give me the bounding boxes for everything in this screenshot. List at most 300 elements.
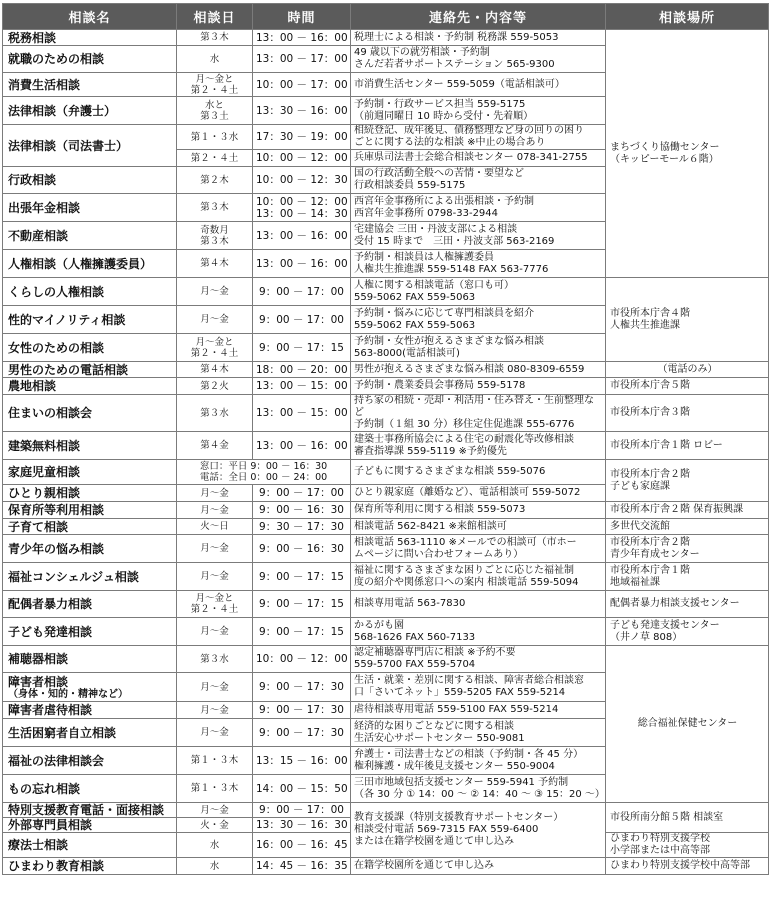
consultation-name bbox=[3, 278, 177, 306]
text-line: 第３木 bbox=[200, 202, 229, 213]
consultation-time bbox=[253, 673, 351, 702]
consultation-time bbox=[253, 747, 351, 775]
consultation-name-line: 福祉の法律相談会 bbox=[8, 753, 105, 768]
consultation-day bbox=[177, 30, 253, 46]
text-line: 月～金 bbox=[200, 571, 229, 582]
text-line: 9：00 － 17：00 bbox=[259, 285, 344, 298]
contact-details bbox=[351, 747, 606, 775]
table-row bbox=[3, 563, 769, 591]
contact-details bbox=[351, 362, 606, 378]
text-line: 月～金と bbox=[195, 593, 234, 604]
table-body bbox=[3, 30, 769, 875]
text-line: 第１・３木 bbox=[190, 755, 239, 766]
consultation-time bbox=[253, 167, 351, 194]
text-line: 13：00 － 15：00 bbox=[256, 407, 348, 419]
consultation-name bbox=[3, 775, 177, 803]
text-line: 第２火 bbox=[200, 380, 229, 392]
contact-details bbox=[351, 150, 606, 167]
text-line: 相談専用電話 563-7830 bbox=[354, 598, 466, 609]
consultation-name bbox=[3, 803, 177, 818]
text-line: 第１・３水 bbox=[190, 131, 239, 143]
text-line: 9：30 － 17：30 bbox=[259, 520, 344, 533]
consultation-time bbox=[253, 73, 351, 97]
text-line: 人権共生推進課 559-5148 FAX 563-7776 bbox=[354, 263, 549, 275]
text-line: 建築士事務所協会による住宅の耐震化等改修相談 bbox=[354, 433, 574, 445]
table-row bbox=[3, 30, 769, 46]
text-line: 563-8000(電話相談可) bbox=[354, 347, 460, 359]
consultation-name bbox=[3, 306, 177, 334]
consultation-location bbox=[606, 591, 769, 618]
consultation-day bbox=[177, 362, 253, 378]
consultation-name-line: ひとり親相談 bbox=[8, 486, 81, 500]
consultation-name-line: 建築無料相談 bbox=[8, 438, 81, 453]
text-line: 49 歳以下の就労相談・予約制 bbox=[354, 47, 490, 58]
consultation-day bbox=[177, 719, 253, 747]
text-line: または在籍学校園を通じて申し込み bbox=[354, 836, 514, 847]
contact-details bbox=[351, 306, 606, 334]
consultation-time bbox=[253, 278, 351, 306]
text-line: 小学部または中高等部 bbox=[610, 845, 710, 856]
header-time: 時間 bbox=[253, 4, 351, 30]
header-location: 相談場所 bbox=[606, 4, 769, 30]
consultation-location bbox=[606, 278, 769, 362]
consultation-day bbox=[177, 563, 253, 591]
text-line: 予約制・悩みに応じて専門相談員を紹介 bbox=[354, 307, 534, 319]
consultation-time bbox=[253, 97, 351, 125]
consultation-day bbox=[177, 73, 253, 97]
text-line: 月～金と bbox=[195, 73, 234, 85]
contact-details bbox=[351, 502, 606, 519]
text-line: 9：00 － 17：00 bbox=[259, 313, 344, 326]
text-line: 9：00 － 17：15 bbox=[259, 341, 344, 354]
consultation-name-line: くらしの人権相談 bbox=[8, 284, 105, 299]
consultation-name-line: 外部専門員相談 bbox=[8, 818, 93, 832]
consultation-day bbox=[177, 591, 253, 618]
text-line: 三田市地域包括支援センター 559-5941 予約制 bbox=[354, 776, 569, 788]
text-line: 13：00 － 15：00 bbox=[256, 380, 348, 392]
consultation-name-line: 家庭児童相談 bbox=[8, 465, 81, 479]
header-consultation-day: 相談日 bbox=[177, 4, 253, 30]
text-line: 市役所南分館５階 相談室 bbox=[610, 811, 724, 823]
text-line: 総合福祉保健センター bbox=[637, 718, 738, 729]
consultation-name-line: （身体・知的・精神など） bbox=[8, 688, 128, 700]
text-line: 予約制・行政サービス担当 559-5175 bbox=[354, 98, 526, 110]
text-line: 市役所本庁舎２階 bbox=[610, 536, 690, 548]
text-line: 西宮年金事務所 0798-33-2944 bbox=[354, 207, 499, 219]
text-line: 国の行政活動全般への苦情・要望など bbox=[354, 168, 524, 179]
text-line: 17：30 － 19：00 bbox=[256, 131, 348, 143]
consultation-name-line: 生活困窮者自立相談 bbox=[8, 725, 117, 740]
text-line: まちづくり協働センター bbox=[610, 141, 720, 153]
consultation-table bbox=[2, 3, 769, 875]
consultation-day bbox=[177, 46, 253, 73]
contact-details bbox=[351, 673, 606, 702]
text-line: ムページに問い合わせフォームあり） bbox=[354, 548, 524, 560]
text-line: 月～金 bbox=[200, 704, 229, 716]
consultation-day bbox=[177, 334, 253, 362]
text-line: 568-1626 FAX 560-7133 bbox=[354, 631, 476, 643]
consultation-time bbox=[253, 334, 351, 362]
text-line: 予約制（１組 30 分）移住定住促進課 555-6776 bbox=[354, 419, 575, 430]
text-line: 子ども発達支援センター bbox=[610, 619, 720, 631]
text-line: 口「さいてネット」559-5205 FAX 559-5214 bbox=[354, 687, 566, 698]
consultation-name bbox=[3, 563, 177, 591]
consultation-time bbox=[253, 519, 351, 535]
consultation-name-line: 就職のための相談 bbox=[8, 52, 105, 66]
consultation-time bbox=[253, 591, 351, 618]
text-line: 福祉に関するさまざまな困りごとに応じた福祉制 bbox=[354, 564, 574, 576]
consultation-day bbox=[177, 250, 253, 278]
text-line: 10：00 － 12：00 bbox=[256, 152, 348, 164]
consultation-location bbox=[606, 646, 769, 803]
text-line: 13：00 － 14：30 bbox=[256, 207, 348, 220]
text-line: 水 bbox=[209, 839, 220, 851]
consultation-time bbox=[253, 306, 351, 334]
consultation-name bbox=[3, 97, 177, 125]
text-line: 10：00 － 12：30 bbox=[256, 174, 348, 186]
consultation-day bbox=[177, 858, 253, 875]
text-line: 第３水 bbox=[200, 653, 229, 665]
consultation-day bbox=[177, 775, 253, 803]
text-line: ひとり親家庭（離婚など）、電話相談可 559-5072 bbox=[354, 487, 581, 498]
text-line: 地域福祉課 bbox=[610, 576, 660, 588]
consultation-time bbox=[253, 833, 351, 858]
text-line: 559-5062 FAX 559-5063 bbox=[354, 319, 476, 331]
text-line: 水と bbox=[204, 99, 224, 111]
text-line: 13：30 － 16：00 bbox=[256, 104, 348, 117]
contact-details bbox=[351, 194, 606, 222]
table-row bbox=[3, 591, 769, 618]
text-line: 宅建協会 三田・丹波支部による相談 bbox=[354, 223, 518, 235]
consultation-name-line: 特別支援教育電話・面接相談 bbox=[8, 803, 165, 817]
text-line: 第４木 bbox=[200, 364, 229, 375]
text-line: 西宮年金事務所による出張相談・予約制 bbox=[354, 195, 534, 207]
contact-details bbox=[351, 535, 606, 563]
consultation-day bbox=[177, 833, 253, 858]
consultation-day bbox=[177, 306, 253, 334]
text-line: ひまわり特別支援学校 bbox=[610, 833, 710, 844]
text-line: 度の紹介や関係窓口への案内 相談電話 559-5094 bbox=[354, 576, 579, 588]
text-line: 予約制・相談員は人権擁護委員 bbox=[354, 251, 494, 263]
consultation-day bbox=[177, 378, 253, 395]
consultation-name-line: 人権相談（人権擁護委員） bbox=[8, 256, 153, 271]
text-line: 10：00 － 12：00 bbox=[256, 653, 348, 665]
consultation-name-line: 福祉コンシェルジュ相談 bbox=[8, 569, 139, 584]
text-line: さんだ若者サポートステーション 565-9300 bbox=[354, 59, 555, 70]
consultation-day bbox=[177, 618, 253, 646]
consultation-day bbox=[177, 222, 253, 250]
consultation-location bbox=[606, 833, 769, 858]
text-line: 第２木 bbox=[200, 174, 229, 186]
consultation-time bbox=[253, 858, 351, 875]
text-line: 559-5700 FAX 559-5704 bbox=[354, 659, 476, 670]
consultation-name bbox=[3, 719, 177, 747]
text-line: 配偶者暴力相談支援センター bbox=[610, 598, 740, 609]
table-row bbox=[3, 432, 769, 460]
text-line: 13：00 － 16：00 bbox=[256, 257, 348, 270]
consultation-name bbox=[3, 362, 177, 378]
contact-details bbox=[351, 646, 606, 673]
contact-details bbox=[351, 591, 606, 618]
text-line: 多世代交流館 bbox=[610, 520, 670, 532]
consultation-location bbox=[606, 502, 769, 519]
consultation-name-line: 子ども発達相談 bbox=[8, 624, 93, 639]
table-row bbox=[3, 858, 769, 875]
text-line: 14：45 － 16：35 bbox=[256, 860, 348, 872]
consultation-location bbox=[606, 460, 769, 502]
text-line: （前週同曜日 10 時から受付・先着順） bbox=[354, 110, 534, 122]
table-row bbox=[3, 803, 769, 818]
consultation-name-line: 性的マイノリティ相談 bbox=[8, 312, 126, 327]
text-line: 在籍学校園所を通じて申し込み bbox=[354, 860, 494, 871]
consultation-location bbox=[606, 432, 769, 460]
consultation-day bbox=[177, 167, 253, 194]
consultation-name-line: 障害者虐待相談 bbox=[8, 703, 93, 717]
consultation-name-line: 行政相談 bbox=[8, 173, 57, 187]
table-row bbox=[3, 646, 769, 673]
text-line: 人権に関する相談電話（窓口も可） bbox=[354, 279, 514, 291]
text-line: 月～金 bbox=[200, 804, 229, 816]
text-line: 水 bbox=[209, 860, 220, 872]
text-line: 市役所本庁舎４階 bbox=[610, 307, 690, 319]
consultation-location bbox=[606, 563, 769, 591]
text-line: 市消費生活センター 559-5059（電話相談可） bbox=[354, 78, 565, 90]
consultation-day bbox=[177, 150, 253, 167]
text-line: 9：00 － 17：00 bbox=[259, 487, 344, 499]
text-line: （井ノ草 808） bbox=[610, 631, 683, 643]
contact-details bbox=[351, 719, 606, 747]
text-line: 子どもに関するさまざまな相談 559-5076 bbox=[354, 466, 546, 477]
text-line: 9：00 － 16：30 bbox=[259, 504, 344, 516]
consultation-location bbox=[606, 618, 769, 646]
text-line: 権利擁護・成年後見支援センター 550-9004 bbox=[354, 760, 555, 772]
contact-details bbox=[351, 432, 606, 460]
consultation-name bbox=[3, 125, 177, 167]
text-line: 相談電話 563-1110 ※メールでの相談可（市ホー bbox=[354, 536, 577, 548]
table-row bbox=[3, 395, 769, 432]
text-line: 市役所本庁舎２階 保育振興課 bbox=[610, 504, 744, 515]
text-line: （キッピーモール６階） bbox=[610, 153, 719, 165]
consultation-name bbox=[3, 618, 177, 646]
header-contact-details: 連絡先・内容等 bbox=[351, 4, 606, 30]
consultation-name-line: 男性のための電話相談 bbox=[8, 362, 129, 377]
consultation-time bbox=[253, 125, 351, 150]
consultation-name-line: 障害者相談 bbox=[8, 674, 69, 689]
text-line: 9：00 － 17：15 bbox=[259, 625, 344, 638]
text-line: 青少年育成センター bbox=[610, 548, 700, 560]
table-row bbox=[3, 519, 769, 535]
contact-details bbox=[351, 167, 606, 194]
text-line: 13：00 － 16：00 bbox=[256, 31, 348, 44]
consultation-name-line: 法律相談（弁護士） bbox=[8, 103, 117, 118]
consultation-location bbox=[606, 535, 769, 563]
contact-details bbox=[351, 519, 606, 535]
text-line: 9：00 － 17：30 bbox=[259, 681, 344, 693]
table-row bbox=[3, 535, 769, 563]
consultation-time bbox=[253, 250, 351, 278]
consultation-time bbox=[253, 395, 351, 432]
contact-details bbox=[351, 618, 606, 646]
text-line: 電話：全日 0：00 － 24：00 bbox=[199, 472, 328, 483]
text-line: 9：00 － 17：15 bbox=[259, 598, 344, 610]
text-line: 男性が抱えるさまざまな悩み相談 080-8309-6559 bbox=[354, 363, 585, 375]
text-line: 第３水 bbox=[200, 407, 229, 419]
text-line: 保育所等利用に関する相談 559-5073 bbox=[354, 504, 526, 515]
consultation-time bbox=[253, 803, 351, 818]
consultation-name-line: 住まいの相談会 bbox=[8, 406, 93, 420]
text-line: 経済的な困りごとなどに関する相談 bbox=[354, 720, 514, 732]
consultation-name bbox=[3, 432, 177, 460]
consultation-name bbox=[3, 747, 177, 775]
text-line: 第１・３木 bbox=[190, 783, 239, 794]
consultation-name-line: 療法士相談 bbox=[8, 838, 69, 852]
text-line: 14：00 － 15：50 bbox=[256, 782, 348, 795]
consultation-name-line: 子育て相談 bbox=[8, 519, 69, 534]
consultation-name-line: 配偶者暴力相談 bbox=[8, 597, 93, 611]
text-line: 13：00 － 17：00 bbox=[256, 53, 348, 65]
text-line: 審査指導課 559-5119 ※予約優先 bbox=[354, 445, 507, 457]
text-line: 人権共生推進課 bbox=[610, 319, 680, 331]
contact-details bbox=[351, 222, 606, 250]
consultation-name-line: 不動産相談 bbox=[8, 228, 69, 243]
table-row bbox=[3, 502, 769, 519]
text-line: 第２・４土 bbox=[190, 604, 239, 615]
text-line: 第４金 bbox=[200, 440, 229, 451]
consultation-name-line: ひまわり教育相談 bbox=[8, 859, 105, 873]
consultation-name bbox=[3, 858, 177, 875]
table-row bbox=[3, 460, 769, 485]
table-header-row bbox=[3, 4, 769, 30]
consultation-time bbox=[253, 150, 351, 167]
contact-education-support bbox=[351, 803, 606, 858]
contact-details bbox=[351, 378, 606, 395]
text-line: 税理士による相談・予約制 税務課 559-5053 bbox=[354, 31, 559, 43]
consultation-name-line: 女性のための相談 bbox=[8, 340, 105, 355]
consultation-name bbox=[3, 46, 177, 73]
consultation-name bbox=[3, 167, 177, 194]
consultation-day bbox=[177, 395, 253, 432]
consultation-location bbox=[606, 803, 769, 833]
consultation-name bbox=[3, 502, 177, 519]
text-line: 月～金と bbox=[195, 336, 234, 348]
contact-details bbox=[351, 125, 606, 150]
text-line: 9：00 － 16：30 bbox=[259, 542, 344, 555]
text-line: 持ち家の相続・売却・利活用・住み替え・生前整理など bbox=[354, 395, 594, 418]
contact-details bbox=[351, 858, 606, 875]
consultation-name bbox=[3, 395, 177, 432]
text-line: 第３土 bbox=[200, 110, 229, 122]
text-line: （電話のみ） bbox=[657, 363, 718, 375]
contact-details bbox=[351, 563, 606, 591]
consultation-day bbox=[177, 803, 253, 818]
contact-details bbox=[351, 30, 606, 46]
consultation-day bbox=[177, 485, 253, 502]
consultation-time bbox=[253, 618, 351, 646]
consultation-name-line: 出張年金相談 bbox=[8, 200, 81, 215]
table-row bbox=[3, 378, 769, 395]
consultation-day bbox=[177, 519, 253, 535]
text-line: 13：00 － 16：00 bbox=[256, 229, 348, 242]
text-line: 月～金 bbox=[200, 626, 229, 637]
text-line: 子ども家庭課 bbox=[610, 480, 670, 492]
text-line: 相談電話 562-8421 ※来館相談可 bbox=[354, 520, 507, 532]
consultation-time bbox=[253, 646, 351, 673]
consultation-time bbox=[253, 194, 351, 222]
text-line: 受付 15 時まで 三田・丹波支部 563-2169 bbox=[354, 235, 555, 247]
text-line: 火・金 bbox=[200, 819, 229, 831]
consultation-time bbox=[253, 563, 351, 591]
consultation-location bbox=[606, 395, 769, 432]
consultation-name bbox=[3, 334, 177, 362]
consultation-name bbox=[3, 673, 177, 702]
contact-details bbox=[351, 97, 606, 125]
consultation-name bbox=[3, 194, 177, 222]
text-line: 市役所本庁舎１階 bbox=[610, 564, 690, 576]
consultation-day bbox=[177, 97, 253, 125]
text-line: 13：30 － 16：30 bbox=[256, 819, 348, 831]
contact-details bbox=[351, 775, 606, 803]
consultation-day bbox=[177, 125, 253, 150]
text-line: 18：00 － 20：00 bbox=[256, 363, 348, 376]
consultation-name-line: 補聴器相談 bbox=[8, 652, 69, 666]
consultation-day bbox=[177, 535, 253, 563]
consultation-name-line: 税務相談 bbox=[8, 30, 57, 45]
consultation-name-line: 消費生活相談 bbox=[8, 77, 81, 92]
consultation-time bbox=[253, 222, 351, 250]
text-line: 9：00 － 17：30 bbox=[259, 726, 344, 739]
consultation-time bbox=[253, 702, 351, 719]
contact-details bbox=[351, 46, 606, 73]
text-line: 兵庫県司法書士会総合相談センター 078-341-2755 bbox=[354, 152, 588, 163]
consultation-day bbox=[177, 460, 351, 485]
contact-details bbox=[351, 250, 606, 278]
consultation-name bbox=[3, 833, 177, 858]
consultation-name bbox=[3, 535, 177, 563]
table-row bbox=[3, 618, 769, 646]
text-line: 9：00 － 17：30 bbox=[259, 704, 344, 716]
consultation-day bbox=[177, 194, 253, 222]
text-line: 月～金 bbox=[200, 543, 229, 554]
consultation-name bbox=[3, 519, 177, 535]
consultation-location bbox=[606, 30, 769, 278]
consultation-name bbox=[3, 485, 177, 502]
text-line: 相談受付電話 569-7315 FAX 559-6400 bbox=[354, 824, 539, 835]
consultation-name bbox=[3, 460, 177, 485]
consultation-location bbox=[606, 858, 769, 875]
contact-details bbox=[351, 395, 606, 432]
text-line: 予約制・農業委員会事務局 559-5178 bbox=[354, 380, 526, 391]
consultation-time bbox=[253, 378, 351, 395]
text-line: 火～日 bbox=[200, 521, 229, 532]
consultation-time bbox=[253, 502, 351, 519]
consultation-name bbox=[3, 818, 177, 833]
text-line: 奇数月 bbox=[200, 224, 229, 236]
consultation-name bbox=[3, 250, 177, 278]
consultation-location bbox=[606, 362, 769, 378]
consultation-day bbox=[177, 502, 253, 519]
text-line: 行政相談委員 559-5175 bbox=[354, 180, 466, 191]
consultation-time bbox=[253, 46, 351, 73]
text-line: 9：00 － 17：00 bbox=[259, 804, 344, 816]
text-line: 559-5062 FAX 559-5063 bbox=[354, 291, 476, 303]
table-row bbox=[3, 278, 769, 306]
consultation-day bbox=[177, 432, 253, 460]
text-line: 9：00 － 17：15 bbox=[259, 570, 344, 583]
header-consultation-name: 相談名 bbox=[3, 4, 177, 30]
text-line: 月～金 bbox=[200, 504, 229, 516]
consultation-time bbox=[253, 485, 351, 502]
consultation-name bbox=[3, 591, 177, 618]
